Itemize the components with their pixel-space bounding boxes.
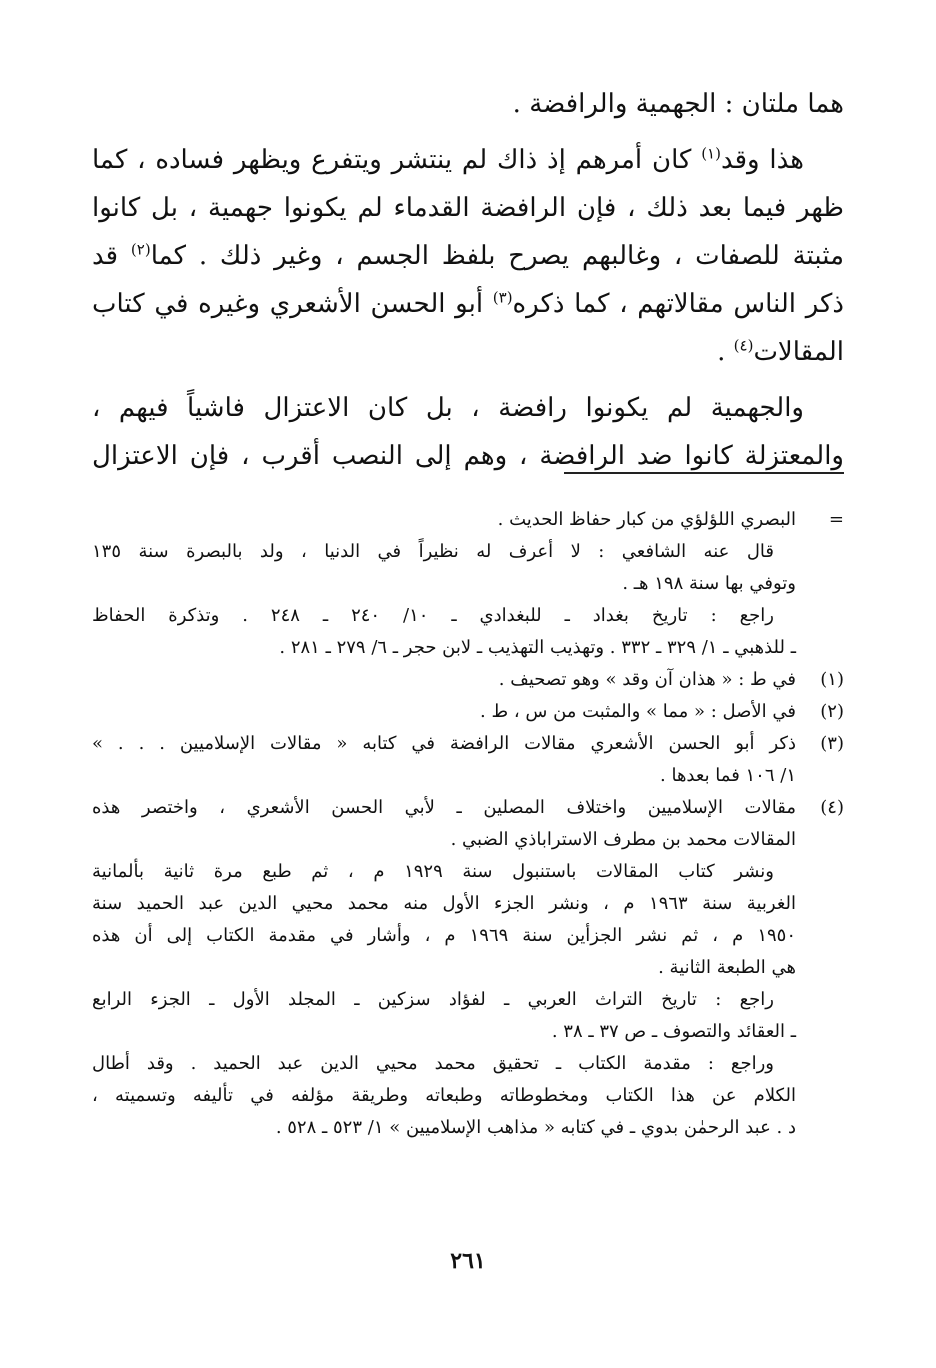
footnote-line: ـ العقائد والتصوف ـ ص ٣٧ ـ ٣٨ . [551, 1021, 796, 1042]
footnotes [92, 504, 844, 1144]
footnote-line: في ط : « هذان آن وقد » وهو تصحيف . [498, 669, 796, 690]
footnote-number: (١) [820, 669, 844, 690]
text-line: مثبتة للصفات ، وغالبهم يصرح بلفظ الجسم ، وغير ذلك . كما$^{(٢)}$ قد [92, 240, 844, 271]
footnote-line: ١٩٥٠ م ، ثم نشر الجزأين سنة ١٩٦٩ م ، وأشار في مقدمة الكتاب إلى أن هذه [92, 925, 796, 946]
footnote-ref: (٢) [130, 240, 151, 259]
footnote-line: قال عنه الشافعي : لا أعرف له نظيراً في الدنيا ، ولد بالبصرة سنة ١٣٥ [92, 541, 774, 562]
text-line: ذكر الناس مقالاتهم ، كما ذكره$^{(٣)}$ أبو الحسن الأشعري وغيره في كتاب [92, 288, 844, 319]
footnote [92, 696, 844, 728]
footnote-ref: (٤) [733, 336, 754, 355]
footnote [92, 664, 844, 696]
footnote-line: البصري اللؤلؤي من كبار حفاظ الحديث . [497, 509, 796, 530]
footnote-line: ١/ ١٠٦ فما بعدها . [660, 765, 796, 786]
footnote-line: الكلام عن هذا الكتاب ومخطوطاته وطبعاته وطريقة مؤلفه في تأليفه وتسميته ، [92, 1085, 796, 1106]
text-line: هما ملتان : الجهمية والرافضة . [512, 89, 844, 119]
footnote-line: ذكر أبو الحسن الأشعري مقالات الرافضة في كتابه « مقالات الإسلاميين . . . » [92, 733, 796, 754]
footnote-number: (٢) [820, 701, 844, 722]
footnote-line: راجع : تاريخ التراث العربي ـ لفؤاد سزكين ـ المجلد الأول ـ الجزء الرابع [92, 989, 774, 1010]
footnote-continued [92, 504, 844, 664]
footnote-number: (٣) [820, 733, 844, 754]
footnote-line: مقالات الإسلاميين واختلاف المصلين ـ لأبي الحسن الأشعري ، واختصر هذه [92, 797, 796, 818]
text-line: والجهمية لم يكونوا رافضة ، بل كان الاعتزال فاشياً فيهم ، [92, 393, 804, 423]
text-line: والمعتزلة كانوا ضد الرافضة ، وهم إلى النصب أقرب ، فإن الاعتزال [92, 441, 844, 471]
text-line: المقالات$^{(٤)}$ . [717, 336, 844, 367]
footnote-line: راجع : تاريخ بغداد ـ للبغدادي ـ ١٠/ ٢٤٠ ـ ٢٤٨ . وتذكرة الحفاظ [92, 605, 774, 626]
footnote-line: د . عبد الرحمٰن بدوي ـ في كتابه « مذاهب الإسلاميين » ١/ ٥٢٣ ـ ٥٢٨ . [275, 1117, 796, 1138]
page-number: ٢٦١ [450, 1248, 486, 1274]
footnote-line: هي الطبعة الثانية . [658, 957, 796, 978]
footnote-line: ـ للذهبي ـ ١/ ٣٢٩ ـ ٣٣٢ . وتهذيب التهذيب ـ لابن حجر ـ ٦/ ٢٧٩ ـ ٢٨١ . [279, 637, 796, 658]
footnote-line: ونشر كتاب المقالات باستنبول سنة ١٩٢٩ م ، ثم طبع مرة ثانية بألمانية [92, 861, 774, 882]
footnote-line: وراجع : مقدمة الكتاب ـ تحقيق محمد محيي الدين عبد الحميد . وقد أطال [92, 1053, 774, 1074]
footnote-line: وتوفي بها سنة ١٩٨ هـ . [622, 573, 796, 594]
footnote-line: في الأصل : « مما » والمثبت من س ، ط . [480, 701, 796, 722]
footnote [92, 728, 844, 792]
text-line: ظهر فيما بعد ذلك ، فإن الرافضة القدماء لم يكونوا جهمية ، بل كانوا [92, 193, 844, 223]
main-text [92, 80, 844, 480]
footnote-line: المقالات محمد بن مطرف الاستراباذي الضبي . [450, 829, 796, 850]
continuation-marker: = [828, 509, 844, 530]
text-line: هذا وقد$^{(١)}$ كان أمرهم إذ ذاك لم ينتشر ويتفرع ويظهر فساده ، كما [92, 144, 804, 175]
footnote [92, 792, 844, 1144]
footnote-ref: (١) [701, 144, 721, 163]
footnote-separator [564, 472, 844, 474]
footnote-line: الغربية سنة ١٩٦٣ م ، ونشر الجزء الأول منه محمد محيي الدين عبد الحميد سنة [92, 893, 796, 914]
footnote-ref: (٣) [492, 288, 513, 307]
footnote-number: (٤) [820, 797, 844, 818]
